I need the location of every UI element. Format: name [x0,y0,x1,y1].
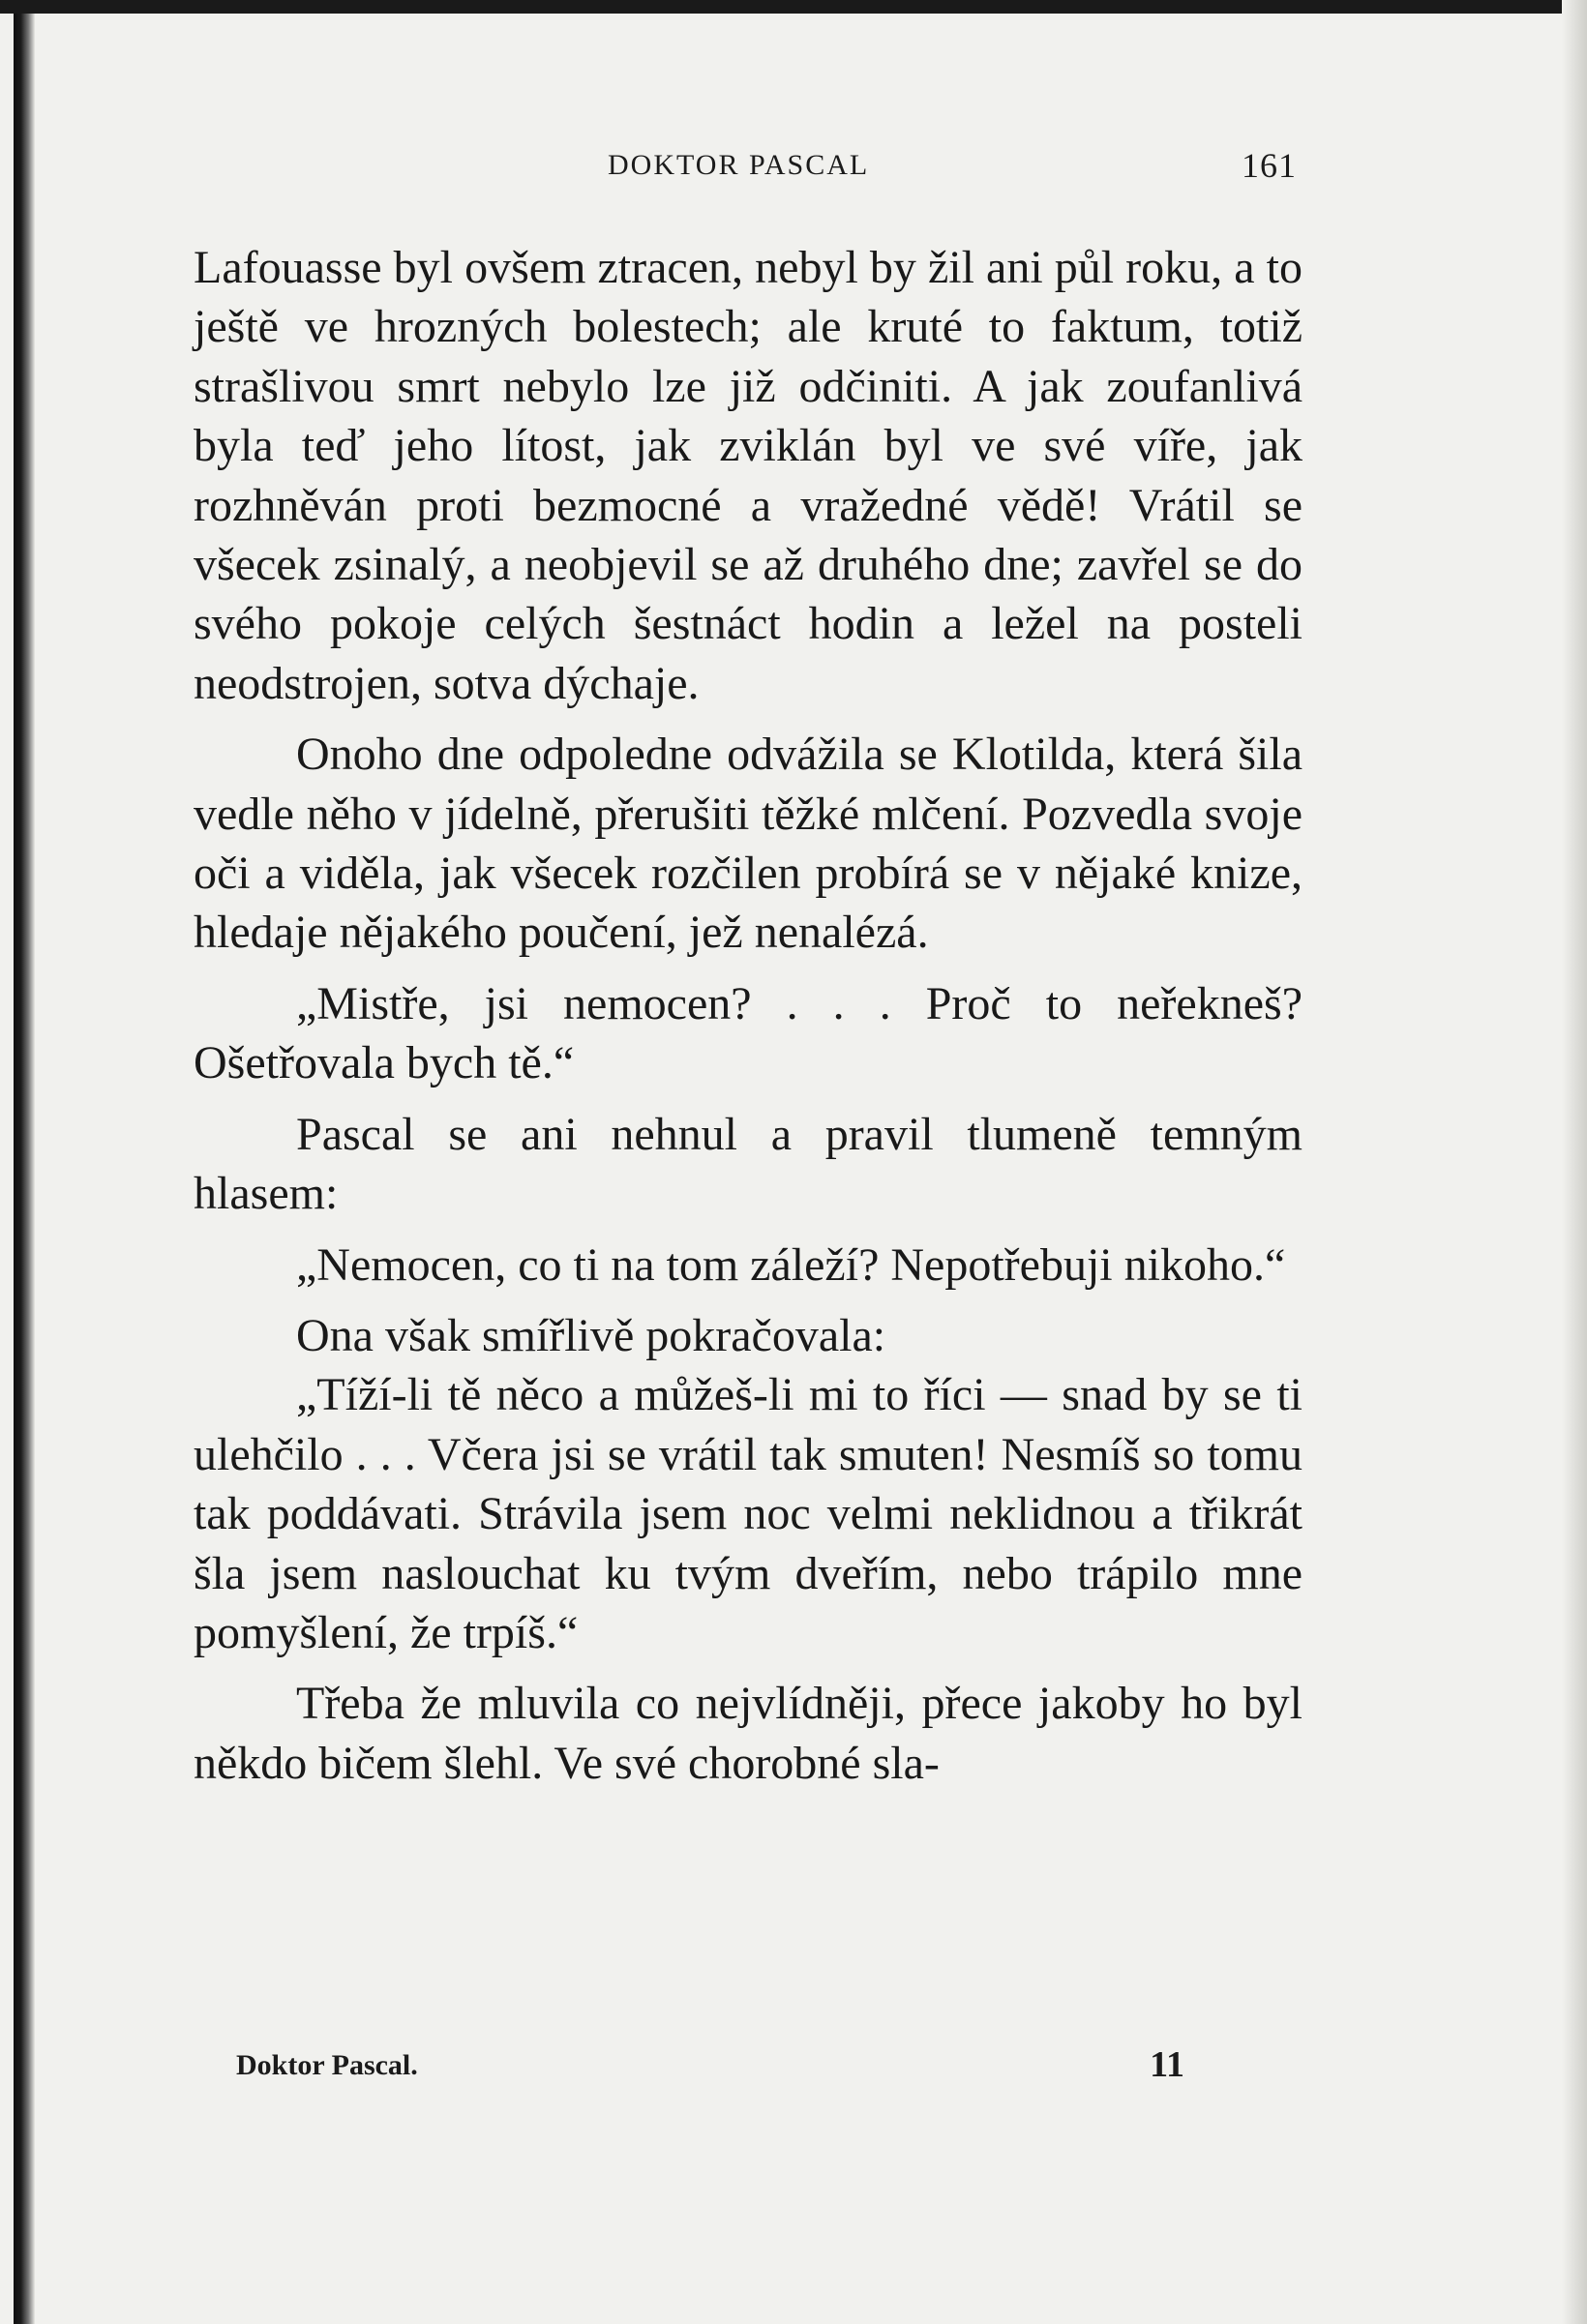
paragraph: „Tíží-li tě něco a můžeš-li mi to říci — snad by se ti ulehčilo . . . Včera jsi se vrátil tak smuten! Nesmíš so tomu tak poddávati. Strávila jsem noc velmi neklidnou a třikrát šla jsem naslouchat ku tvým dveřím, nebo trápilo mne pomyšlení, že trpíš.“ [194,1369,1303,1658]
paragraph: Pascal se ani nehnul a pravil tlumeně temným hlasem: [194,1108,1303,1220]
paragraph: „Mistře, jsi nemocen? . . . Proč to neřekneš? Ošetřovala bych tě.“ [194,977,1303,1089]
page-number: 161 [1242,146,1297,185]
paragraph: Onoho dne odpoledne odvážila se Klotilda, která šila vedle něho v jídelně, přerušiti těžké mlčení. Pozvedla svoje oči a viděla, jak všecek rozčilen probírá se v nějaké knize, hledaje nějakého poučení, jež nenalézá. [194,729,1303,959]
body-text [194,238,1303,1793]
paragraph: Třeba že mluvila co nejvlídněji, přece jakoby ho byl někdo bičem šlehl. Ve své chorobné sla- [194,1678,1303,1789]
signature-mark: 11 [1150,2044,1184,2085]
page-header [194,145,1297,203]
scan-top-edge [0,0,1587,14]
paragraph: Ona však smířlivě pokračovala: [296,1309,886,1361]
page-footer [236,2043,1213,2092]
paragraph: „Nemocen, co ti na tom záleží? Nepotřebuji nikoho.“ [296,1238,1286,1291]
running-title: DOKTOR PASCAL [608,149,870,181]
paragraph: Lafouasse byl ovšem ztracen, nebyl by žil ani půl roku, a to ještě ve hrozných bolestech; ale kruté to faktum, totiž strašlivou smrt nebylo lze již odčiniti. A jak zoufanlivá byla teď jeho lítost, jak zviklán byl ve své víře, jak rozhněván proti bezmocné a vražedné vědě! Vrátil se všecek zsinalý, a neobjevil se až druhého dne; zavřel se do svého pokoje celých šestnáct hodin a ležel na posteli neodstrojen, sotva dýchaje. [194,242,1303,709]
book-spine-shadow [14,14,35,2324]
page-edge-shadow [1562,0,1587,2324]
signature-line: Doktor Pascal. [236,2049,418,2081]
